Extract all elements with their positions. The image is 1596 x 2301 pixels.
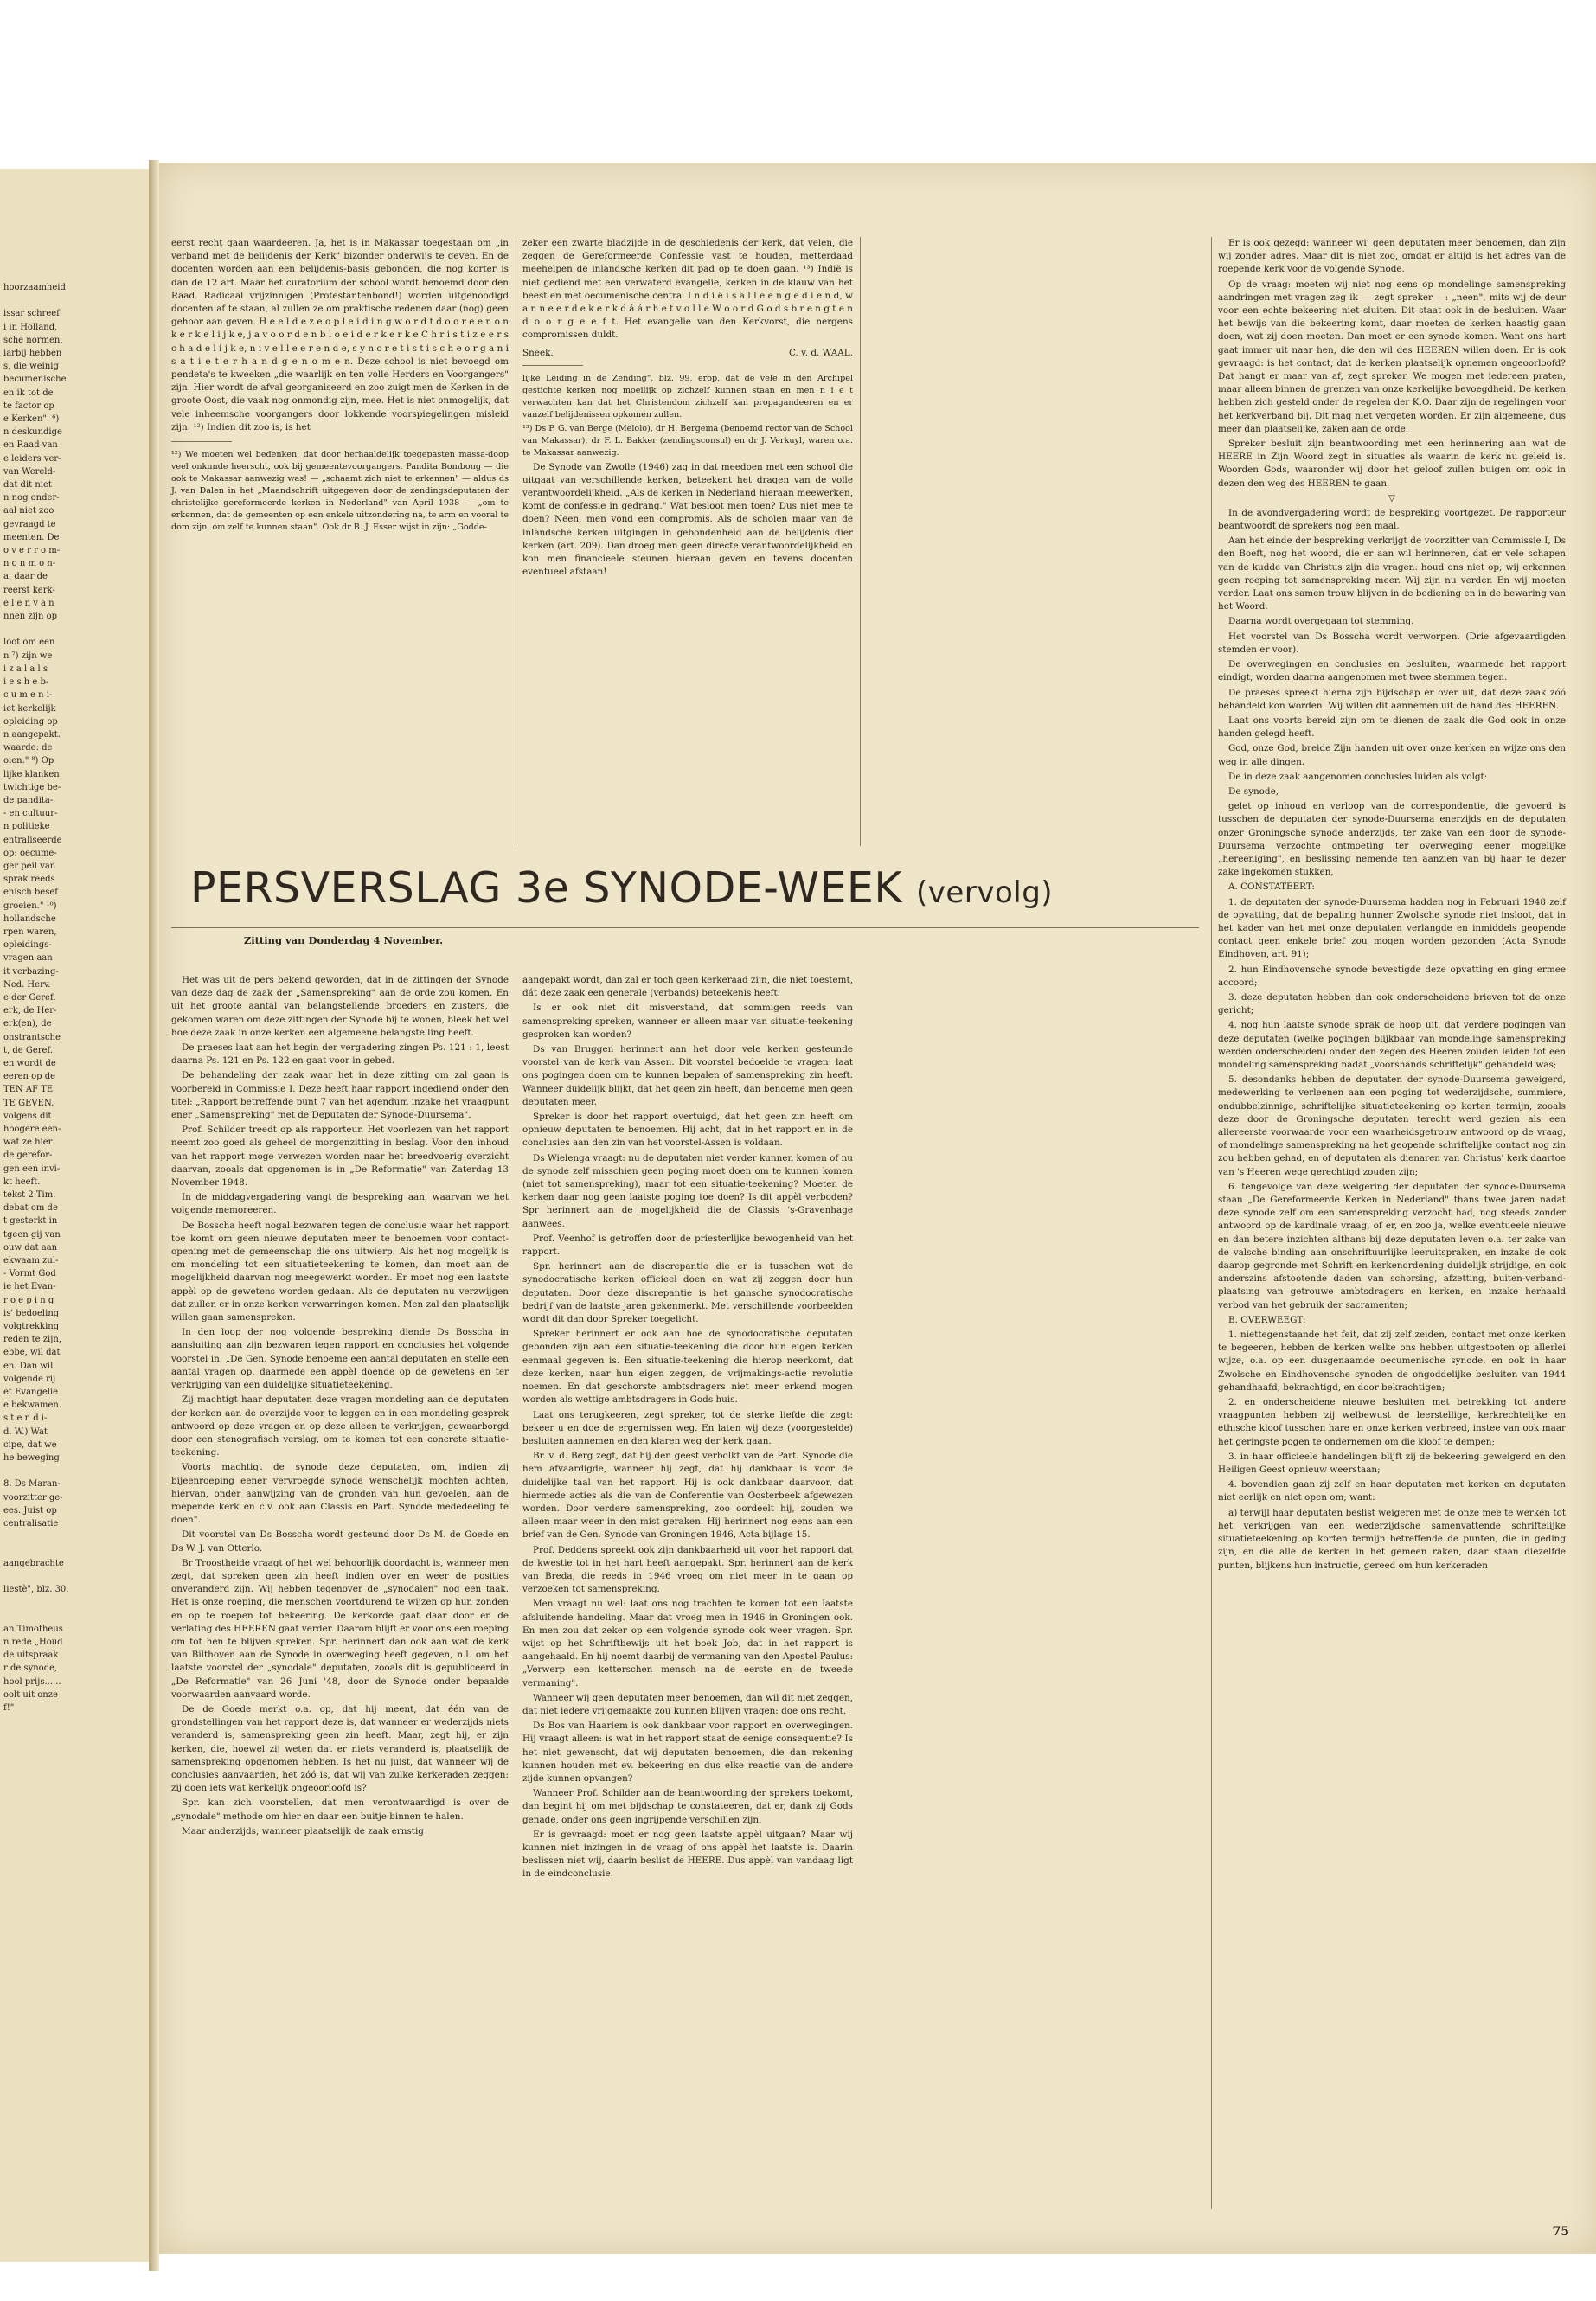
- facing-page-line: [3, 1596, 142, 1609]
- facing-page-line: onstrantsche: [3, 1032, 61, 1042]
- paragraph: eerst recht gaan waardeeren. Ja, het is in Makassar toegestaan om „in verband met de belijdenis der Kerk" bizonder onderwijs te geven. En de docenten worden aan een belijdenis-basis gebonden, die nog korter is dan de 12 art. Maar het curatorium der school wordt benoemd door den Raad. Radicaal vrijzinnigen (Protestantenbond!) worden uitgenoodigd docenten af te staan, al zullen ze om praktische redenen daar (nog) geen gehoor aan geven. H e e l d e z e o p l e i d i n g w o r d t d o o r e e n o n k e r k e l i j k e, j a v o o r d e n b l o e i d e r k e r k e C h r i s t i z e e r s c h a d e l i j k e, n i v e l l e e r e n d e, s y n c r e t i s t i s c h e o r g a n i s a t i e t e r h a n d g e n o m e n. Deze school is niet bevoegd om pendeta's te kweeken „die waarlijk en ten volle Herders en Voorgangers" zijn. Hier wordt de afval georganiseerd en zoo zuigt men de Kerken in de groote Oost, die vaak nog onmondig zijn, mee. Het is niet onmogelijk, dat vele inheemsche voorgangers door lokkende voorspiegelingen misleid zijn. ¹²) Indien dit zoo is, is het: [171, 238, 509, 433]
- paragraph: God, onze God, breide Zijn handen uit over onze kerken en wijze ons den weg in alle dingen.: [1218, 743, 1566, 767]
- paragraph: Daarna wordt overgegaan tot stemming.: [1228, 616, 1414, 627]
- facing-page-line: rpen waren,: [3, 926, 57, 937]
- page-gutter: [149, 160, 159, 2271]
- facing-page-line: reerst kerk-: [3, 585, 55, 595]
- facing-page-line: [3, 1610, 142, 1623]
- facing-page-line: enisch besef: [3, 888, 58, 898]
- paragraph: Aan het einde der bespreking verkrijgt de voorzitter van Commissie I, Ds den Boeft, nog het woord, die er aan wil herinneren, dat er vele schapen van de kudde van Christus zijn die vragen: houd ons niet op; wij erkennen geen roeping tot samenspreking meer. Wij zijn nu verder. En wij moeten verder. Laat ons samen trouw blijven in de bediening en in de bewaring van het Woord.: [1218, 535, 1566, 612]
- facing-page-line: vragen aan: [3, 953, 53, 964]
- footnote: ¹²) We moeten wel bedenken, dat door herhaaldelijk toegepasten massa-doop veel onkunde heerscht, ook bij gemeentevoorgangers. Pandita Bombong — die ook te Makassar aanwezig was! — „schaamt zich niet te erkennen" — aldus ds J. van Dalen in het „Maandschrift uitgegeven door de zendingsdeputaten der christelijke gereformeerde kerken in Nederland" van April 1938 — „om te erkennen, dat de gemeenten op een enkele uitzondering na, te arm en vooral te dom zijn, om zelf te kunnen staan". Ook dr B. J. Esser wijst in zijn: „Godde-: [171, 450, 509, 533]
- facing-page-line: de pandita-: [3, 795, 54, 805]
- paragraph: Prof. Veenhof is getroffen door de priesterlijke bewogenheid van het rapport.: [522, 1233, 853, 1258]
- facing-page-line: t, de Geref.: [3, 1045, 54, 1055]
- facing-page-line: gen een invi-: [3, 1163, 61, 1174]
- facing-page-line: oolt uit onze: [3, 1689, 58, 1700]
- column-2-text: [522, 237, 853, 343]
- facing-page-line: t gesterkt in: [3, 1216, 58, 1227]
- paragraph: In de avondvergadering wordt de bespreking voortgezet. De rapporteur beantwoordt de sprekers nog een maal.: [1218, 507, 1566, 532]
- facing-page-line: [3, 623, 142, 636]
- column-2: [522, 237, 853, 580]
- facing-page-line: wat ze hier: [3, 1138, 53, 1148]
- facing-page-line: i e s h e b-: [3, 677, 49, 688]
- facing-page-line: cipe, dat we: [3, 1439, 57, 1450]
- paragraph: In de middagvergadering vangt de bespreking aan, waarvan we het volgende memoreeren.: [171, 1192, 509, 1216]
- facing-page-line: n aangepakt.: [3, 729, 61, 740]
- paragraph: De behandeling der zaak waar het in deze zitting om zal gaan is voorbereid in Commissie I. Deze heeft haar rapport ingediend onder den titel: „Rapport betreffende punt 7 van het agendum inzake het vraagpunt ener „Samenspreking" met de Deputaten der Synode-Duursema".: [171, 1070, 509, 1121]
- facing-page-line: van Wereld-: [3, 466, 56, 477]
- facing-page-line: ekwaam zul-: [3, 1256, 59, 1266]
- facing-page-line: reden te zijn,: [3, 1335, 61, 1345]
- facing-page-line: e leiders ver-: [3, 453, 61, 464]
- session-heading: Zitting van Donderdag 4 November.: [243, 934, 444, 946]
- facing-page-line: n rede „Houd: [3, 1637, 63, 1647]
- paragraph: Spreker herinnert er ook aan hoe de synodocratische deputaten gebonden zijn aan een situatie-teekening die door hun eigen kerken eenmaal gegeven is. Een situatie-teekening die hierop neerkomt, dat deze kerken, naar hun eigen zeggen, de vrijmakings-actie revolutie noemen. En dat geschorste ambtsdragers niet meer erkend mogen worden als wettige ambtsdragers in Gods huis.: [522, 1329, 853, 1406]
- facing-page-line: voorzitter ge-: [3, 1492, 63, 1503]
- signature-name: C. v. d. WAAL.: [788, 347, 853, 358]
- facing-page-line: op: oecume-: [3, 848, 57, 858]
- facing-page-line: hollandsche: [3, 913, 56, 924]
- facing-page-line: r o e p i n g: [3, 1295, 54, 1305]
- facing-page-line: meenten. De: [3, 532, 60, 542]
- facing-page-line: erk, de Her-: [3, 1006, 57, 1016]
- paragraph: Ds Bos van Haarlem is ook dankbaar voor rapport en overwegingen. Hij vraagt alleen: is wat in het rapport staat de eenige consequentie? Is het niet gewenscht, dat wij deputaten benoemen, die dan rekening kunnen houden met ev. bekeering en dus elke reactie van de andere zijde kunnen opvangen?: [522, 1721, 853, 1784]
- paragraph: Br Troostheide vraagt of het wel behoorlijk doordacht is, wanneer men zegt, dat spreken geen zin heeft indien over en weer de posities onveranderd zijn. Wij hebben tegenover de „synodalen" nog een taak. Het is onze roeping, die menschen voortdurend te wijzen op hun zonden en op te roepen tot bekeering. De kerkorde gaat daar door en de verlating des HEEREN gaat verder. Daarom blijft er voor ons een roeping om tot hen te blijven spreken. Spr. herinnert dan ook aan wat de kerk van Bilthoven aan de Synode in overweging heeft gegeven, n.l. om het laatste voorstel der „synodale" deputaten, zooals dit is gepubliceerd in „De Reformatie" van 26 Juni '48, door de Synode onder bepaalde voorwaarden aanvaard worde.: [171, 1557, 509, 1700]
- paragraph: a) terwijl haar deputaten beslist weigeren met de onze mee te werken tot het verkrijgen van een wederzijdsche samenvattende schriftelijke situatieteekening op korten termijn betreffende de punten, die in geding zijn, en die alle de kerken in het gemeen raken, daar staan diezelfde punten, blijkens hun instructie, gereed om hun kerkeraden: [1218, 1507, 1566, 1571]
- facing-page-line: hool prijs......: [3, 1676, 61, 1687]
- facing-page-line: i in Holland,: [3, 322, 58, 332]
- footnote-rule: [171, 441, 232, 442]
- facing-page-line: erk(en), de: [3, 1019, 52, 1029]
- column-rule: [1211, 237, 1212, 2209]
- paragraph: Is er ook niet dit misverstand, dat sommigen reeds van samenspreking spreken, wanneer er alleen maar van situatie-teekening gesproken kan worden?: [522, 1003, 853, 1040]
- facing-page-line: 8. Ds Maran-: [3, 1479, 61, 1490]
- facing-page-line: en ik tot de: [3, 388, 54, 398]
- paragraph: 1. niettegenstaande het feit, dat zij zelf zeiden, contact met onze kerken te begeeren, hebben de kerken welke ons hebben uitgestooten op allerlei wijze, o.a. op een dusgenaamde oecumenische synode, en ook in haar Zwolsche en Eindhovensche synoden de ongoddelijke besluiten van 1944 gehandhaafd, bekrachtigd, en door bekrachtigen;: [1218, 1330, 1566, 1393]
- facing-page-line: gevraagd te: [3, 519, 56, 529]
- column-4: [1218, 237, 1566, 1574]
- facing-page-line: an Timotheus: [3, 1624, 63, 1634]
- article-column-2: [522, 974, 853, 1883]
- title-rule: [171, 927, 1199, 928]
- paragraph: 2. en onderscheidene nieuwe besluiten met betrekking tot andere vraagpunten hebben zij welbewust de leerstellige, kerkrechtelijke en ethische kloof tusschen hare en onze kerken verbreed, instee van ook maar het geringste pogen te ondernemen om die kloof te dempen;: [1218, 1397, 1566, 1447]
- facing-page-line: Ned. Herv.: [3, 979, 51, 990]
- facing-page-line: aangebrachte: [3, 1558, 64, 1568]
- facing-page-line: n politieke: [3, 822, 50, 832]
- facing-page-line: ger peil van: [3, 861, 56, 871]
- facing-page-line: he beweging: [3, 1453, 60, 1464]
- facing-page-line: lijke klanken: [3, 769, 60, 779]
- facing-page-line: loot om een: [3, 638, 55, 648]
- facing-page-line: e bekwamen.: [3, 1400, 62, 1411]
- article-title-main: PERSVERSLAG 3e SYNODE-WEEK: [190, 863, 902, 913]
- signature: [522, 348, 853, 358]
- paragraph: Ds van Bruggen herinnert aan het door vele kerken gesteunde voorstel van de kerk van Assen. Dit voorstel bedoelde te vragen: laat ons pogingen doen om te kunnen bepalen of samenspreking zin heeft. Wanneer duidelijk blijkt, dat het geen zin heeft, dan benoeme men geen deputaten meer.: [522, 1044, 853, 1107]
- facing-page-line: a, daar de: [3, 572, 48, 582]
- facing-page-line: o v e r r o m-: [3, 546, 61, 556]
- facing-page-line: twichtige be-: [3, 782, 61, 792]
- facing-page-line: centralisatie: [3, 1519, 59, 1529]
- paragraph: B. OVERWEEGT:: [1228, 1314, 1306, 1325]
- facing-page-line: de gerefor-: [3, 1150, 53, 1161]
- facing-page-line: iarbij hebben: [3, 349, 62, 359]
- paragraph: 3. in haar officieele handelingen blijft zij de bekeering geweigerd en den Heiligen Geest opnieuw weerstaan;: [1218, 1451, 1566, 1476]
- paragraph: gelet op inhoud en verloop van de correspondentie, die gevoerd is tusschen de deputaten der synode-Duursema enerzijds en de deputaten onzer Groningsche synode anderzijds, ter zake van een door de synode-Duursema verzochte ontmoeting ter overweging eener mogelijke „hereeniging", en beslissing nemende ten aanzien van bij haar te dezer zake ingekomen stukken,: [1218, 801, 1566, 878]
- newspaper-page: [159, 163, 1596, 2254]
- paragraph: Spreker besluit zijn beantwoording met een herinnering aan wat de HEERE in Zijn Woord zegt in situaties als waarin de kerk nu geleid is. Woorden Gods, waaronder wij door het geloof zullen buigen om ook in dezen den weg des HEEREN te gaan.: [1218, 439, 1566, 489]
- footnote: lijke Leiding in de Zending", blz. 99, erop, dat de vele in den Archipel gestichte kerken nog moeilijk op zichzelf kunnen staan en men n i e t verwachten kan dat het Christendom zichzelf kan propagandeeren en er vanzelf belijdenissen opkomen zullen.: [522, 373, 853, 420]
- facing-page-line: dat dit niet: [3, 480, 52, 490]
- facing-page-line: s, die weinig: [3, 362, 59, 372]
- facing-page-line: eeren op de: [3, 1072, 56, 1082]
- signature-place: Sneek.: [522, 347, 554, 358]
- paragraph: Voorts machtigt de synode deze deputaten, om, indien zij bijeenroeping eener vervroegde synode wenschelijk mochten achten, hiervan, onder aanwijzing van de gronden van hun gevoelen, aan de roepende kerk en c.v. ook aan Classis en Part. Synode mededeeling te doen".: [171, 1462, 509, 1526]
- facing-page-line: c u m e n i-: [3, 690, 53, 701]
- paragraph: Zij machtigt haar deputaten deze vragen mondeling aan de deputaten der kerken aan de overzijde voor te leggen en in een mondeling gesprek antwoord op deze vragen en op deze alleen te verkrijgen, gewaarborgd door een stenografisch verslag, om te komen tot een concrete situatie-teekening.: [171, 1394, 509, 1458]
- column-1: [171, 237, 509, 535]
- column-1-text: [171, 237, 509, 434]
- paragraph: 3. deze deputaten hebben dan ook onderscheidene brieven tot de onze gericht;: [1218, 991, 1566, 1016]
- facing-page-line: liestè", blz. 30.: [3, 1585, 69, 1595]
- paragraph: Ds Wielenga vraagt: nu de deputaten niet verder kunnen komen of nu de synode zelf misschien geen poging moet doen om te kunnen komen (niet tot samenspreking), maar tot een situatie-teekening? Moeten de kerken daar nog geen laatste poging toe doen? Is dit appèl verboden? Spr herinnert aan de mogelijkheid die de Classis 's-Gravenhage aanwees.: [522, 1152, 853, 1229]
- facing-page-line: ouw dat aan: [3, 1242, 58, 1253]
- paragraph: Er is gevraagd: moet er nog geen laatste appèl uitgaan? Maar wij kunnen niet inzingen in de vraag of ons appèl het laatste is. Daarin beslissen niet wij, daarin beslist de HEERE. Dus appèl van vandaag ligt in de eindconclusie.: [522, 1829, 853, 1880]
- column-rule: [860, 237, 861, 846]
- facing-page-line: [3, 1544, 142, 1557]
- paragraph: De praeses spreekt hierna zijn bijdschap er over uit, dat deze zaak zóó behandeld kon worden. Wij willen dit aannemen uit de hand des HEEREN.: [1218, 687, 1566, 711]
- column-2-closing-paragraph: De Synode van Zwolle (1946) zag in dat meedoen met een school die uitgaat van verschillende kerken, beteekent het dragen van de volle verantwoordelijkheid. „Als de kerken in Nederland hieraan meewerken, komt de confessie in gedrang." Wat besloot men toen? Dus niet mee te doen? Neen, men vond een compromis. Als de scholen maar van de inlandsche kerken uitgingen in gebondenheid aan de belijdenis dier kerken (art. 209). Dan droeg men geen directe verantwoordelijkheid en kon men financieele steunen hieraan geven en tevens docenten eventueel afstaan!: [522, 461, 853, 578]
- paragraph: Prof. Schilder treedt op als rapporteur. Het voorlezen van het rapport neemt zoo goed als geheel de morgenzitting in beslag. Voor den inhoud van het rapport moge verwezen worden naar het breedvoerig overzicht daarvan, zooals dat opgenomen is in „De Reformatie" van Zaterdag 13 November 1948.: [171, 1125, 509, 1189]
- paragraph: De overwegingen en conclusies en besluiten, waarmede het rapport eindigt, worden daarna aangenomen met twee stemmen tegen.: [1218, 659, 1566, 683]
- facing-page-line: s t e n d i-: [3, 1413, 48, 1424]
- facing-page-line: - Vormt God: [3, 1269, 56, 1279]
- paragraph: 2. hun Eindhovensche synode bevestigde deze opvatting en ging ermee accoord;: [1218, 964, 1566, 988]
- facing-page-line: tgeen gij van: [3, 1229, 61, 1240]
- paragraph: 1. de deputaten der synode-Duursema hadden nog in Februari 1948 zelf de opvatting, dat de bepaling hunner Zwolsche synode niet insloot, dat in het kader van het met onze deputaten verlangde en inmiddels geopende contact geen enkele brief zou mogen worden gezonden (Acta Synode Eindhoven, art. 91);: [1218, 896, 1566, 960]
- facing-page-line: sche normen,: [3, 335, 63, 345]
- facing-page-line: n ⁷) zijn we: [3, 651, 53, 661]
- facing-page-line: volgens dit: [3, 1111, 52, 1121]
- facing-page-line: is' bedoeling: [3, 1308, 60, 1318]
- facing-page-line: en Raad van: [3, 440, 58, 451]
- facing-page-line: hoorzaamheid: [3, 283, 66, 292]
- facing-page-line: it verbazing-: [3, 966, 59, 977]
- page-number: 75: [1552, 2225, 1569, 2239]
- paragraph: Het voorstel van Ds Bosscha wordt verworpen. (Drie afgevaardigden stemden er voor).: [1218, 631, 1566, 655]
- facing-page-line: ees. Juist op: [3, 1505, 57, 1516]
- facing-page-line: n deskundige: [3, 427, 62, 438]
- paragraph: De de Goede merkt o.a. op, dat hij meent, dat één van de grondstellingen van het rapport deze is, dat wanneer er wederzijds niets veranderd is, samenspreking geen zin heeft. Maar, zegt hij, er zijn kerken, die, hoewel zij weten dat er niets veranderd is, plaatselijk de samenspreking opgenomen hebben. Is het nu juist, dat wanneer wij de conclusies aanvaarden, het zóó is, dat wij van zulke kerkeraden zeggen: zij doen iets wat kerkelijk ongeoorloofd is?: [171, 1703, 509, 1794]
- paragraph: 4. bovendien gaan zij zelf en haar deputaten met kerken en deputaten niet eerlijk en niet open om; want:: [1218, 1479, 1566, 1503]
- facing-page-line: opleidings-: [3, 940, 52, 951]
- paragraph: Br. v. d. Berg zegt, dat hij den geest verbolkt van de Part. Synode die hem afvaardigde, wanneer hij zegt, dat hij dankbaar is voor de duidelijke taal van het rapport. Hij is ook dankbaar daarvoor, dat hiermede acties als die van de Conferentie van Oosterbeek afgewezen worden. Door verdere samenspreking, zoo oordeelt hij, zouden we alleen maar weer in den mist geraken. Hij herinnert nog eens aan een brief van de Gen. Synode van Groningen 1946, Acta bijlage 15.: [522, 1451, 853, 1541]
- paragraph: De Bosscha heeft nogal bezwaren tegen de conclusie waar het rapport toe komt om geen nieuwe deputaten meer te benoemen voor contact-opening met de gemeenschap die ons uitwierp. Als het nog mogelijk is om mondeling tot een situatieteekening te komen, dan moet aan de mogelijkheid daarvan nog meegewerkt worden. Er moet nog een laatste appèl op de gewetens worden gedaan. Als de deputaten nu verzwijgen dat zullen er in onze kerken verwarringen komen. Men zal dan plaatselijk willen gaan samenspreken.: [171, 1220, 509, 1324]
- facing-page-line: sprak reeds: [3, 875, 55, 885]
- paragraph: Maar anderzijds, wanneer plaatselijk de zaak ernstig: [182, 1825, 424, 1836]
- facing-page-line: aal niet zoo: [3, 506, 54, 516]
- facing-page-line: [3, 294, 142, 307]
- footnote-rule: [522, 365, 583, 366]
- facing-page-line: [3, 1530, 142, 1543]
- paragraph: Spr. herinnert aan de discrepantie die er is tusschen wat de synodocratische kerken officieel doen en wat zij zeggen door hun deputaten. Door deze discrepantie is het gansche synodocratische bedrijf van de laatste jaren gekenmerkt. Met verschillende voorbeelden wordt dit dan door Spreker toegelicht.: [522, 1261, 853, 1325]
- paragraph: Wanneer wij geen deputaten meer benoemen, dan wil dit niet zeggen, dat niet iedere vrijgemaakte zou kunnen blijven vragen: doe ons recht.: [522, 1692, 853, 1716]
- facing-page-line: iet kerkelijk: [3, 703, 56, 714]
- facing-page-line: - en cultuur-: [3, 809, 58, 819]
- paragraph: Er is ook gezegd: wanneer wij geen deputaten meer benoemen, dan zijn wij zonder adres. Maar dit is niet zoo, omdat er altijd is het adres van de roepende kerk voor de volgende Synode.: [1218, 238, 1566, 275]
- paragraph: 4. nog hun laatste synode sprak de hoop uit, dat verdere pogingen van deze deputaten (welke pogingen blijkbaar van mondelinge samenspreking werden onderscheiden) onder den zegen des Heeren zouden leiden tot een mondeling samenspreking nadat „voorshands schriftelijk" gehandeld was;: [1218, 1020, 1566, 1070]
- facing-page-line: oien." ⁸) Op: [3, 756, 54, 766]
- facing-page-line: kt heeft.: [3, 1176, 41, 1187]
- facing-page-line: d. W.) Wat: [3, 1426, 48, 1437]
- facing-page-line: issar schreef: [3, 309, 60, 319]
- facing-page-line: debat om de: [3, 1203, 58, 1214]
- paragraph: 5. desondanks hebben de deputaten der synode-Duursema geweigerd, medewerking te verleenen aan een poging tot wederzijdsche, summiere, ondubbelzinnige, schriftelijke situatieteekening op korten termijn, zooals deze door de Groningsche deputaten terecht werd gezien als een allereerste voorwaarde voor een waarheidsgetrouw antwoord op de vraag, of mondelinge samenspreking na het geopende schriftelijke contact nog zin zou hebben gehad, en of deputaten als dienaren van Christus' kerk daartoe van 's Heeren wege gerechtigd zouden zijn;: [1218, 1074, 1566, 1177]
- facing-page-line: en wordt de: [3, 1058, 56, 1068]
- facing-page-line: e l e n v a n: [3, 598, 54, 608]
- paragraph: Laat ons voorts bereid zijn om te dienen de zaak die God ook in onze handen gelegd heeft.: [1218, 715, 1566, 740]
- facing-page-line: opleiding op: [3, 716, 58, 727]
- facing-page-line: volgende rij: [3, 1374, 56, 1384]
- footnote: ¹³) Ds P. G. van Berge (Melolo), dr H. Bergema (benoemd rector van de School van Makassar), dr F. L. Bakker (zendingsconsul) en dr J. Verkuyl, waren o.a. te Makassar aanwezig.: [522, 423, 853, 458]
- paragraph: Spr. kan zich voorstellen, dat men verontwaardigd is over de „synodale" methode om hier en daar een buitje binnen te halen.: [171, 1798, 509, 1822]
- paragraph: Men vraagt nu wel: laat ons nog trachten te komen tot een laatste afsluitende handeling. Maar dat vroeg men in 1946 in Groningen ook. En men zou dat zeker op een volgende synode ook weer vragen. Spr. wijst op het Schriftbewijs uit het boek Job, dat in het rapport is aangehaald. En hij noemt daarbij de vermaning van den Apostel Paulus: „Verwerp een ketterschen mensch na de eerste en de tweede vermaning".: [522, 1599, 853, 1689]
- article-persverslag: [171, 863, 1199, 1880]
- column-2-footnotes: [522, 373, 853, 459]
- paragraph: Spreker is door het rapport overtuigd, dat het geen zin heeft om opnieuw deputaten te benoemen. Hij acht, dat in het rapport en in de conclusies aan den zin van het voorstel-Assen is voldaan.: [522, 1112, 853, 1149]
- paragraph: Wanneer Prof. Schilder aan de beantwoording der sprekers toekomt, dan begint hij om met bijdschap te constateeren, dat er, dank zij Gods genade, onder ons geen ingrijpende verschillen zijn.: [522, 1788, 853, 1825]
- facing-page-line: ie het Evan-: [3, 1282, 56, 1292]
- facing-page-line: entraliseerde: [3, 835, 62, 845]
- paragraph: Op de vraag: moeten wij niet nog eens op mondelinge samenspreking aandringen met vragen zeg ik — zegt spreker —: „neen", mits wij de deur voor een echte bekeering niet sluiten. Dit staat ook in de besluiten. Waar het bewijs van die bekeering komt, daar moeten de kerken haastig gaan doen, wat zij doen moeten. Dan moet er een synode komen. Want ons hart gaat immer uit naar hen, die den wil des HEEREN willen doen. Er is ook gevraagd: is het contact, dat de kerken plaatselijk opnemen ongeoorloofd? Dat hangt er maar van af, zegt spreker. We mogen met iedereen praten, maar alleen binnen de grenzen van onze kerkelijke bevoegdheid. De kerken hebben zich gesteld onder de regelen der K.O. Daar zijn de regelingen voor het kerkverband bij. Dit mag niet vergeten worden. Er zijn algemeene, dus meer dan plaatselijke, zaken aan de orde.: [1218, 279, 1566, 434]
- facing-page-line: te factor op: [3, 401, 54, 411]
- facing-page-line: tekst 2 Tim.: [3, 1190, 56, 1201]
- facing-page-line: TEN AF TE: [3, 1085, 54, 1095]
- paragraph: zeker een zwarte bladzijde in de geschiedenis der kerk, dat velen, die zeggen de Gereformeerde Confessie vast te houden, metterdaad meehelpen de inlandsche kerken dit pad op te doen gaan. ¹³) Indië is niet gediend met een verwaterd evangelie, kerken in de klauw van het beest en met oecumenische centra. I n d i ë i s a l l e e n g e d i e n d, w a n n e e r d e k e r k d á á r h e t v o l l e W o o r d G o d s b r e n g t e n d o o r g e e f t. Het evangelie van den Kerkvorst, die nergens compromissen duldt.: [522, 238, 853, 341]
- paragraph: Dit voorstel van Ds Bosscha wordt gesteund door Ds M. de Goede en Ds W. J. van Otterlo.: [171, 1529, 509, 1554]
- facing-page-line: e Kerken". ⁶): [3, 414, 60, 425]
- article-title: [190, 863, 1202, 924]
- facing-page-line: groeien." ¹⁰): [3, 901, 57, 911]
- article-title-sub: (vervolg): [916, 875, 1054, 910]
- facing-page-line: f!": [3, 1702, 15, 1713]
- facing-page-line: ebbe, wil dat: [3, 1348, 61, 1358]
- facing-page-line: nnen zijn op: [3, 612, 58, 622]
- facing-page-line: et Evangelie: [3, 1388, 59, 1398]
- column-4-top-text: [1218, 237, 1566, 490]
- article-column-1: [171, 974, 509, 1840]
- ornament-divider: ▽: [1388, 493, 1395, 503]
- facing-page-line: i z a l a l s: [3, 663, 48, 674]
- paragraph: Laat ons terugkeeren, zegt spreker, tot de sterke liefde die zegt: bekeer u en doe de ergernissen weg. En laten wij deze (voorgestelde) besluiten aannemen en den klaren weg der kerk gaan.: [522, 1409, 853, 1446]
- facing-page-line: [3, 1570, 142, 1583]
- paragraph: Het was uit de pers bekend geworden, dat in de zittingen der Synode van deze dag de zaak der „Samenspreking" aan de orde zou komen. En uit het groote aantal van belangstellende broeders en zusters, die gekomen waren om deze zittingen der Synode bij te wonen, bleek het wel hoe deze zaak in onze kerken een algemeene belangstelling heeft.: [171, 975, 509, 1038]
- facing-page-column: [3, 281, 142, 1715]
- paragraph: De in deze zaak aangenomen conclusies luiden als volgt:: [1228, 771, 1488, 782]
- facing-page-line: r de synode,: [3, 1663, 58, 1674]
- facing-page-line: hoogere een-: [3, 1125, 61, 1134]
- paragraph: Prof. Deddens spreekt ook zijn dankbaarheid uit voor het rapport dat de kwestie tot in het hart heeft aangepakt. Spr. herinnert aan de kerk van Breda, die reeds in 1946 vroeg om niet meer in te gaan op verzoeken tot samenspreking.: [522, 1544, 853, 1595]
- paragraph: A. CONSTATEERT:: [1228, 881, 1315, 893]
- paragraph: De synode,: [1228, 785, 1279, 797]
- facing-page-line: [3, 1465, 142, 1477]
- column-1-footnotes: [171, 449, 509, 534]
- paragraph: In den loop der nog volgende bespreking diende Ds Bosscha in aansluiting aan zijn bezwaren tegen rapport en conclusies het volgende voorstel in: „De Gen. Synode benoeme een aantal deputaten en stelle een aantal vragen op, daarmede een appèl doende op de gewetens en ter verkrijging van een duidelijke situatieteekening.: [171, 1327, 509, 1391]
- facing-page-line: de uitspraak: [3, 1650, 59, 1661]
- column-4-text: [1218, 507, 1566, 1573]
- facing-page-line: e der Geref.: [3, 992, 56, 1003]
- paragraph: De praeses laat aan het begin der vergadering zingen Ps. 121 : 1, leest daarna Ps. 121 en Ps. 122 en gaat voor in gebed.: [171, 1042, 509, 1067]
- paragraph: aangepakt wordt, dan zal er toch geen kerkeraad zijn, die niet toestemt, dát deze zaak een generale (verbands) beteekenis heeft.: [522, 975, 853, 999]
- paragraph: 6. tengevolge van deze weigering der deputaten der synode-Duursema staan „De Gereformeerde Kerken in Nederland" thans twee jaren nadat deze synode zelf om een samenspreking verzocht had, nog steeds zonder antwoord op de kardinale vraag, of er, en zoo ja, welke eventueele nieuwe en dan betere inzichten althans bij deze deputaten leven o.a. ter zake van de valsche binding aan onschriftuurlijke leeruitspraken, en inzake de ook daarop gegronde met Schrift en kerkenordening duidelijk strijdige, en ook anderszins afstootende daden van schorsing, afzetting, buiten-verband-plaatsing van getrouwe ambtsdragers en kerken, en inzake herhaald verbod van het gebruik der sacramenten;: [1218, 1181, 1566, 1311]
- facing-page-line: n o n m o n-: [3, 559, 56, 569]
- facing-page-line: n nog onder-: [3, 493, 60, 503]
- facing-page-line: en. Dan wil: [3, 1361, 54, 1371]
- facing-page-line: volgtrekking: [3, 1322, 60, 1332]
- facing-page-edge: [0, 169, 151, 2262]
- facing-page-line: waarde: de: [3, 743, 53, 753]
- facing-page-line: becumenische: [3, 375, 67, 385]
- facing-page-line: TE GEVEN.: [3, 1098, 54, 1108]
